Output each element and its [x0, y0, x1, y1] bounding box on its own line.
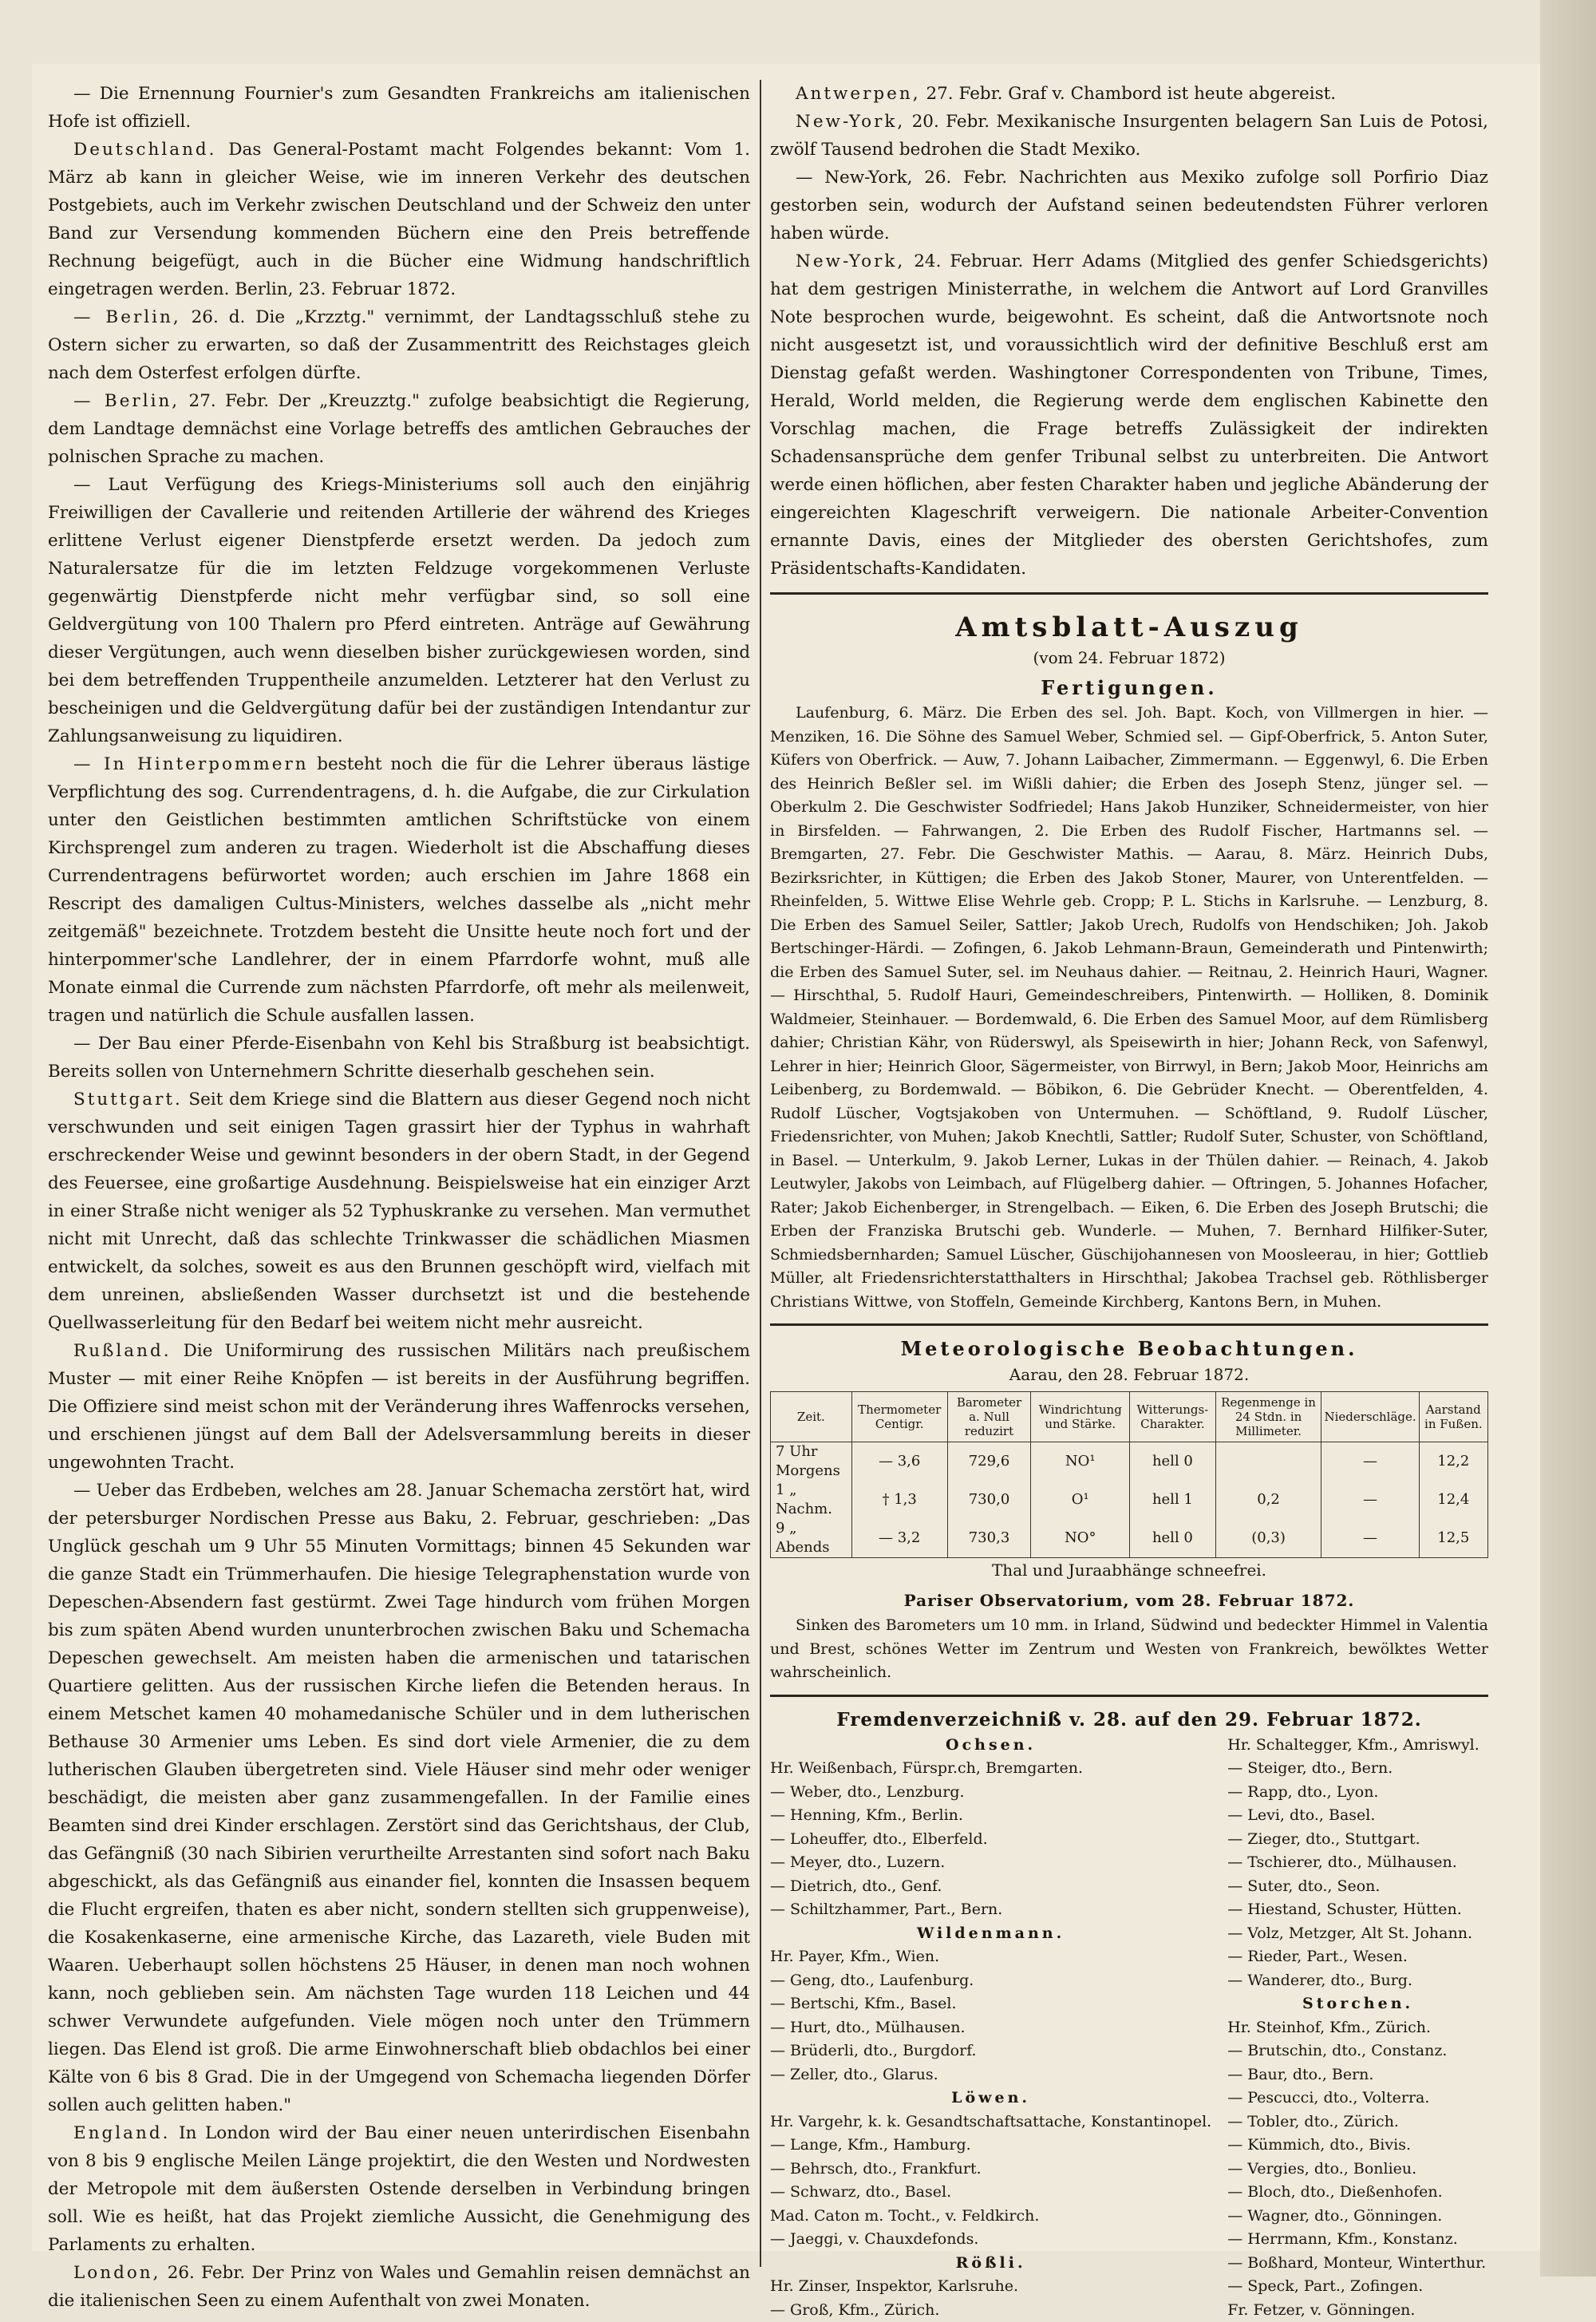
dateline: Antwerpen,	[796, 84, 921, 104]
guest-entry: — Wagner, dto., Gönningen.	[1227, 2205, 1488, 2229]
guest-list-left	[770, 1734, 1211, 2322]
dateline: England.	[73, 2123, 170, 2143]
article-text: Seit dem Kriege sind die Blattern aus dieser Gegend noch nicht verschwunden und seit einigen Tagen grassirt hier der Typhus in wahrhaft erschreckender Weise und gewinnt besonders in der obern Stadt, in der Gegend des Feuersee, eine großartige Ausdehnung. Beispielsweise hat ein einziger Arzt in einer Straße nicht weniger als 52 Typhuskranke zu versehen. Man vermuthet nicht mit Unrecht, daß das schlechte Trinkwasser die schädlichen Miasmen entwickelt, da solches, soweit es aus den Brunnen geschöpft wird, vielfach mit dem unreinen, absließenden Wasser durchsetzt ist und die bestehende Quellwasserleitung für den Bedarf bei weitem nicht mehr ausreicht.	[48, 1090, 750, 1333]
guest-entry: — Herrmann, Kfm., Konstanz.	[1227, 2228, 1488, 2252]
page-edge	[1540, 0, 1596, 2277]
meteo-cell: NO¹	[1031, 1442, 1130, 1481]
article-text: In London wird der Bau einer neuen unterirdischen Eisenbahn von 8 bis 9 englische Meilen Länge projektirt, die den Westen und Nordwesten der Metropole mit dem äußersten Ostende derselben in Verbindung bringen soll. Wie es heißt, hat das Projekt ziemliche Aussicht, die Genehmigung des Parlaments zu erhalten.	[48, 2123, 750, 2255]
meteo-cell: 729,6	[947, 1442, 1031, 1481]
guest-entry: Mad. Caton m. Tocht., v. Feldkirch.	[770, 2205, 1211, 2229]
section-rule	[770, 1323, 1488, 1326]
meteo-row	[771, 1519, 1488, 1558]
article-paragraph	[770, 164, 1488, 247]
guest-entry: — Hiestand, Schuster, Hütten.	[1227, 1898, 1488, 1922]
article-paragraph	[48, 750, 750, 1030]
hotel-name: Rößli.	[770, 2252, 1211, 2276]
guest-entry: — Rapp, dto., Lyon.	[1227, 1781, 1488, 1805]
article-text: 24. Februar. Herr Adams (Mitglied des genfer Schiedsgerichts) hat dem gestrigen Ministerrathe, in welchem die Antwort auf Lord Granvilles Note besprochen wurde, beigewohnt. Es scheint, daß die Antwortsnote noch nicht ausgesetzt ist, und voraussichtlich wird der definitive Beschluß erst am Dienstag gefaßt werden. Washingtoner Correspondenten von Tribune, Times, Herald, World melden, die Regierung werde dem englischen Kabinette den Vorschlag machen, die Frage betreffs Zulässigkeit der indirekten Schadensansprüche dem genfer Tribunal selbst zu unterbreiten. Die Antwort werde einen höflichen, aber festen Charakter haben und jegliche Abänderung der eingereichten Klageschrift verweigern. Die nationale Arbeiter-Convention ernannte Davis, eines der Mitglieder des obersten Gerichtshofes, zum Präsidentschafts-Kandidaten.	[770, 251, 1488, 579]
meteo-cell: 12,4	[1419, 1481, 1487, 1519]
guest-entry: Fr. Fetzer, v. Gönningen.	[1227, 2299, 1488, 2322]
hotel-name: Storchen.	[1227, 1992, 1488, 2016]
article-paragraph	[770, 247, 1488, 583]
guest-entry: — Schwarz, dto., Basel.	[770, 2181, 1211, 2205]
meteo-cell: 12,2	[1419, 1442, 1487, 1481]
meteo-cell: 730,3	[947, 1519, 1031, 1558]
guest-entry: Hr. Zinser, Inspektor, Karlsruhe.	[770, 2275, 1211, 2299]
section-rule	[770, 1695, 1488, 1697]
article-text: 26. d. Die „Krzztg." vernimmt, der Landtagsschluß stehe zu Ostern sicher zu erwarten, so daß der Zusammentritt des Reichstages gleich nach dem Osterfest erfolgen dürfte.	[48, 307, 750, 383]
guest-entry: Hr. Schaltegger, Kfm., Amriswyl.	[1227, 1734, 1488, 1758]
meteo-cell: † 1,3	[851, 1481, 947, 1519]
guest-entry: — Volz, Metzger, Alt St. Johann.	[1227, 1922, 1488, 1946]
meteo-cell: —	[1321, 1519, 1419, 1558]
observatory-heading: Pariser Observatorium, vom 28. Februar 1872.	[770, 1587, 1488, 1614]
meteo-title: Meteorologische Beobachtungen.	[770, 1335, 1488, 1363]
article-paragraph	[48, 303, 750, 387]
guest-entry: — Wanderer, dto., Burg.	[1227, 1969, 1488, 1993]
article-paragraph	[48, 1477, 750, 2119]
guest-entry: — Tobler, dto., Zürich.	[1227, 2110, 1488, 2134]
meteo-cell: 730,0	[947, 1481, 1031, 1519]
guest-entry: Hr. Weißenbach, Fürspr.ch, Bremgarten.	[770, 1757, 1211, 1781]
hotel-name: Wildenmann.	[770, 1922, 1211, 1946]
fertigungen-heading: Fertigungen.	[770, 674, 1488, 702]
guest-entry: — Speck, Part., Zofingen.	[1227, 2275, 1488, 2299]
dateline: London,	[73, 2263, 160, 2283]
dateline: Stuttgart.	[73, 1090, 183, 1110]
meteo-subtitle: Aarau, den 28. Februar 1872.	[770, 1363, 1488, 1386]
article-text: Die Uniformirung des russischen Militärs nach preußischem Muster — mit einer Reihe Knöpfen — ist bereits in der Ausführung begriffen. Die Offiziere sind meist schon mit der Veränderung ihres Waffenrocks versehen, und erschienen jüngst auf dem Ball der Adelsversammlung bereits in dieser ungewohnten Tracht.	[48, 1341, 750, 1473]
meteo-cell: 1 „ Nachm.	[771, 1481, 852, 1519]
right-column	[770, 80, 1488, 2259]
meteo-cell: hell 0	[1130, 1442, 1216, 1481]
amtsblatt-title: Amtsblatt-Auszug	[770, 609, 1488, 646]
guest-entry: — Geng, dto., Laufenburg.	[770, 1969, 1211, 1993]
dateline: New-York,	[796, 112, 905, 132]
meteo-row	[771, 1442, 1488, 1481]
meteo-note: Thal und Juraabhänge schneefrei.	[770, 1558, 1488, 1582]
meteo-cell: 7 Uhr Morgens	[771, 1442, 852, 1481]
meteo-cell	[1215, 1442, 1321, 1481]
meteo-cell: 12,5	[1419, 1519, 1487, 1558]
hotel-name: Ochsen.	[770, 1734, 1211, 1758]
news-block	[770, 80, 1488, 583]
meteo-header-cell: Aarstand in Fußen.	[1419, 1392, 1487, 1442]
guest-entry: — Brutschin, dto., Constanz.	[1227, 2039, 1488, 2063]
guest-entry: — Zieger, dto., Stuttgart.	[1227, 1828, 1488, 1852]
meteo-row	[771, 1481, 1488, 1519]
article-paragraph	[48, 1030, 750, 1086]
fremden-title: Fremdenverzeichniß v. 28. auf den 29. Februar 1872.	[770, 1707, 1488, 1734]
meteo-table	[770, 1391, 1488, 1558]
dateline: — In Hinterpommern	[73, 754, 309, 774]
guest-entry: — Meyer, dto., Luzern.	[770, 1851, 1211, 1875]
meteo-header-cell: Barometer a. Null reduzirt	[947, 1392, 1031, 1442]
guest-entry: — Vergies, dto., Bonlieu.	[1227, 2158, 1488, 2182]
meteo-header-cell: Niederschläge.	[1321, 1392, 1419, 1442]
article-paragraph	[48, 471, 750, 750]
meteo-header-cell: Windrichtung und Stärke.	[1031, 1392, 1130, 1442]
guest-entry: — Bertschi, Kfm., Basel.	[770, 1992, 1211, 2016]
hotel-name: Löwen.	[770, 2087, 1211, 2110]
guest-entry: — Dietrich, dto., Genf.	[770, 1875, 1211, 1899]
dateline: Deutschland.	[73, 140, 217, 160]
meteo-cell: — 3,6	[851, 1442, 947, 1481]
guest-entry: — Boßhard, Monteur, Winterthur.	[1227, 2252, 1488, 2276]
meteo-cell: 0,2	[1215, 1481, 1321, 1519]
guest-entry: Hr. Payer, Kfm., Wien.	[770, 1945, 1211, 1969]
meteo-cell: — 3,2	[851, 1519, 947, 1558]
meteo-cell: (0,3)	[1215, 1519, 1321, 1558]
article-paragraph	[48, 136, 750, 303]
guest-entry: Hr. Vargehr, k. k. Gesandtschaftsattache, Konstantinopel.	[770, 2110, 1211, 2134]
meteo-header-cell: Regenmenge in 24 Stdn. in Millimeter.	[1215, 1392, 1321, 1442]
guest-entry: — Zeller, dto., Glarus.	[770, 2063, 1211, 2087]
left-column	[48, 80, 750, 2259]
guest-entry: — Baur, dto., Bern.	[1227, 2063, 1488, 2087]
article-paragraph	[48, 1086, 750, 1337]
article-text: 20. Febr. Mexikanische Insurgenten belagern San Luis de Potosi, zwölf Tausend bedrohen die Stadt Mexiko.	[770, 112, 1488, 160]
guest-entry: — Tschierer, dto., Mülhausen.	[1227, 1851, 1488, 1875]
guest-entry: — Pescucci, dto., Volterra.	[1227, 2087, 1488, 2110]
guest-entry: Hr. Steinhof, Kfm., Zürich.	[1227, 2016, 1488, 2040]
article-text: 27. Febr. Der „Kreuzztg." zufolge beabsichtigt die Regierung, dem Landtage demnächst eine Vorlage betreffs des amtlichen Gebrauches der polnischen Sprache zu machen.	[48, 391, 750, 467]
fertigungen-text: Laufenburg, 6. März. Die Erben des sel. Joh. Bapt. Koch, von Villmergen in hier. — Menziken, 16. Die Söhne des Samuel Weber, Schmied sel. — Gipf-Oberfrick, 5. Anton Suter, Küfers von Oberfrick. — Auw, 7. Johann Laibacher, Zimmermann. — Eggenwyl, 6. Die Erben des Heinrich Beßler sel. im Wißli dahier; die Erben des Joseph Stenz, jünger sel. — Oberkulm 2. Die Geschwister Sodfriedel; Hans Jakob Hunziker, Schneidermeister, von hier in Birsfelden. — Fahrwangen, 2. Die Erben des Rudolf Fischer, Hartmanns sel. — Bremgarten, 27. Febr. Die Geschwister Mathis. — Aarau, 8. März. Heinrich Dubs, Bezirksrichter, in Küttigen; die Erben des Jakob Stoner, Maurer, von Unterentfelden. — Rheinfelden, 5. Wittwe Elise Wehrle geb. Cropp; P. L. Stichs in Karlsruhe. — Lenzburg, 8. Die Erben des Samuel Seiler, Sattler; Jakob Urech, Rudolfs von Hendschiken; Joh. Jakob Bertschinger-Härdi. — Zofingen, 6. Jakob Lehmann-Braun, Gemeinderath und Pintenwirth; die Erben des Samuel Suter, sel. im Neuhaus dahier. — Reitnau, 2. Heinrich Hauri, Wagner. — Hirschthal, 5. Rudolf Hauri, Gemeindeschreibers, Pintenwirth. — Holliken, 8. Dominik Waldmeier, Steinhauer. — Bordemwald, 6. Die Erben des Samuel Moor, auf dem Rümlisberg dahier; Christian Kähr, von Rüderswyl, als Speisewirth in hier; Johann Reck, von Safenwyl, Lehrer in hier; Heinrich Gloor, Sägermeister, von Birrwyl, in Bern; Jakob Moor, Heinrichs am Leibenberg, zu Bordemwald. — Böbikon, 6. Die Gebrüder Knecht. — Oberentfelden, 4. Rudolf Lüscher, Vogtsjakoben von Untermuhen. — Schöftland, 9. Rudolf Lüscher, Friedensrichter, von Muhen; Jakob Knechtli, Sattler; Rudolf Suter, Schuster, von Schöftland, in Basel. — Unterkulm, 9. Jakob Lerner, Lukas in der Thülen dahier. — Reinach, 4. Jakob Leutwyler, Jakobs von Leimbach, auf Flügelberg dahier. — Oftringen, 5. Johannes Hofacher, Rater; Jakob Eichenberger, in Strengelbach. — Eiken, 6. Die Erben des Joseph Brutschi; die Erben der Franziska Brutschi geb. Wunderle. — Muhen, 7. Bernhard Hilfiker-Suter, Schmiedsbernharden; Samuel Lüscher, Güschijohannesen von Moosleerau, in hier; Gottlieb Müller, alt Friedensrichterstatthalters in Hirschthal; Jakobea Trachsel geb. Röthlisberger Christians Wittwe, von Stoffeln, Gemeinde Kirchberg, Kantons Bern, in Muhen.	[770, 702, 1488, 1314]
meteo-cell: hell 0	[1130, 1519, 1216, 1558]
guest-entry: — Kümmich, dto., Bivis.	[1227, 2134, 1488, 2158]
guest-lists	[770, 1734, 1488, 2322]
guest-entry: — Brüderli, dto., Burgdorf.	[770, 2039, 1211, 2063]
meteo-header-cell: Witterungs-Charakter.	[1130, 1392, 1216, 1442]
article-paragraph	[48, 2119, 750, 2259]
meteo-cell: —	[1321, 1481, 1419, 1519]
article-paragraph	[48, 387, 750, 471]
amtsblatt-date: (vom 24. Februar 1872)	[770, 646, 1488, 670]
meteo-cell: —	[1321, 1442, 1419, 1481]
article-paragraph	[48, 2259, 750, 2315]
meteo-cell: 9 „ Abends	[771, 1519, 852, 1558]
article-paragraph	[770, 80, 1488, 108]
article-text: — New-York, 26. Febr. Nachrichten aus Mexiko zufolge soll Porfirio Diaz gestorben sein, wodurch der Aufstand seinen bedeutendsten Führer verloren haben würde.	[770, 168, 1488, 243]
meteo-cell: O¹	[1031, 1481, 1130, 1519]
guest-entry: — Schiltzhammer, Part., Bern.	[770, 1898, 1211, 1922]
article-text: — Der Bau einer Pferde-Eisenbahn von Kehl bis Straßburg ist beabsichtigt. Bereits sollen von Unternehmern Schritte dieserhalb geschehen sein.	[48, 1034, 750, 1082]
guest-entry: — Weber, dto., Lenzburg.	[770, 1781, 1211, 1805]
column-divider	[760, 80, 761, 2267]
article-text: — Laut Verfügung des Kriegs-Ministeriums soll auch den einjährig Freiwilligen der Cavallerie und reitenden Artillerie der während des Krieges erlittene Verlust eigener Dienstpferde ersetzt werden. Da jedoch zum Naturalersatze für die im letzten Feldzuge vorgekommenen Verluste gegenwärtig Dienstpferde nicht mehr verfügbar sind, so soll eine Geldvergütung von 100 Thalern pro Pferd eintreten. Anträge auf Gewährung dieser Vergütungen, auch wenn dieselben bisher zurückgewiesen worden, sind bei dem betreffenden Truppentheile anzumelden. Letzterer hat den Verlust zu bescheinigen und die Geldvergütung dafür bei der zuständigen Intendantur zur Zahlungsanweisung zu liquidiren.	[48, 475, 750, 746]
article-text: besteht noch die für die Lehrer überaus lästige Verpflichtung des sog. Currendentragens, d. h. die Aufgabe, die zur Cirkulation unter den Geistlichen bestimmten amtlichen Schriftstücke von einem Kirchsprengel zum anderen zu tragen. Wiederholt ist die Abschaffung dieses Currendentragens befürwortet worden; auch erschien im Jahre 1868 ein Rescript des damaligen Cultus-Ministers, welches dasselbe als „nicht mehr zeitgemäß" bezeichnete. Trotzdem besteht die Unsitte heute noch fort und der hinterpommer'sche Landlehrer, der in einem Pfarrdorfe wohnt, muß alle Monate einmal die Currende zum nächsten Pfarrdorfe, oft mehr als meilenweit, tragen und natürlich die Schule ausfallen lassen.	[48, 754, 750, 1026]
guest-entry: — Steiger, dto., Bern.	[1227, 1757, 1488, 1781]
article-paragraph	[770, 108, 1488, 164]
guest-entry: — Henning, Kfm., Berlin.	[770, 1804, 1211, 1828]
meteo-header-cell: Zeit.	[771, 1392, 852, 1442]
guest-entry: — Levi, dto., Basel.	[1227, 1804, 1488, 1828]
dateline: — Berlin,	[73, 307, 181, 327]
guest-entry: — Groß, Kfm., Zürich.	[770, 2299, 1211, 2322]
article-paragraph	[48, 1337, 750, 1477]
dateline: Rußland.	[73, 1341, 172, 1361]
section-rule	[770, 592, 1488, 595]
guest-entry: — Jaeggi, v. Chauxdefonds.	[770, 2228, 1211, 2252]
meteo-header-cell: Thermometer Centigr.	[851, 1392, 947, 1442]
article-text: 27. Febr. Graf v. Chambord ist heute abgereist.	[926, 84, 1336, 104]
guest-entry: — Loheuffer, dto., Elberfeld.	[770, 1828, 1211, 1852]
article-text: Das General-Postamt macht Folgendes bekannt: Vom 1. März ab kann in gleicher Weise, wie im inneren Verkehr des deutschen Postgebiets, auch im Verkehr zwischen Deutschland und der Schweiz den unter Band zur Versendung kommenden Büchern eine den Preis betreffende Rechnung beigefügt, auch in die Bücher eine Widmung handschriftlich eingetragen werden. Berlin, 23. Februar 1872.	[48, 140, 750, 299]
guest-entry: — Hurt, dto., Mülhausen.	[770, 2016, 1211, 2040]
guest-entry: — Rieder, Part., Wesen.	[1227, 1945, 1488, 1969]
meteo-cell: NO°	[1031, 1519, 1130, 1558]
forecast-text: Sinken des Barometers um 10 mm. in Irland, Südwind und bedeckter Himmel in Valentia und Brest, schönes Wetter im Zentrum und Westen von Frankreich, bewölktes Wetter wahrscheinlich.	[770, 1614, 1488, 1685]
article-text: — Die Ernennung Fournier's zum Gesandten Frankreichs am italienischen Hofe ist offiziell.	[48, 84, 750, 132]
article-text: — Ueber das Erdbeben, welches am 28. Januar Schemacha zerstört hat, wird der petersburger Nordischen Presse aus Baku, 2. Februar, geschrieben: „Das Unglück geschah um 9 Uhr 55 Minuten Vormittags; binnen 45 Sekunden war die ganze Stadt ein Trümmerhaufen. Die hiesige Telegraphenstation wurde von Depeschen-Absendern fast gestürmt. Zwei Tage hindurch vom frühen Morgen bis zum späten Abend wurden ununterbrochen zwischen Baku und Schemacha Depeschen gewechselt. Am meisten haben die armenischen und tatarischen Quartiere gelitten. Aus der russischen Kirche liefen die Betenden heraus. In einem Metschet kamen 40 mohamedanische Schüler und in dem lutherischen Bethause 30 Armenier ums Leben. Es sind dort viele Armenier, die zu dem lutherischen Glauben übergetreten sind. Viele Häuser sind mehr oder weniger beschädigt, die meisten aber ganz zusammengefallen. In der Familie eines Beamten sind drei Kinder erschlagen. Zerstört sind das Gerichtshaus, der Club, das Gefängniß (30 nach Sibirien verurtheilte Arrestanten sind sofort nach Baku abgeschickt, als das Gefängniß aus einander fiel, konnten die Insassen bequem die Flucht ergreifen, thaten es aber nicht, sondern stellten sich gruppenweise), die Kosakenkaserne, eine armenische Kirche, das Lazareth, viele Buden mit Waaren. Ueberhaupt sollen höchstens 25 Häuser, in denen man noch wohnen kann, noch geblieben sein. Am nächsten Tage wurden 118 Leichen und 44 schwer Verwundete aufgefunden. Viele mögen noch unter den Trümmern liegen. Das Elend ist groß. Die arme Einwohnerschaft blieb obdachlos bei einer Kälte von 6 bis 8 Grad. Die in der Umgegend von Schemacha liegenden Dörfer sollen auch gelitten haben."	[48, 1481, 750, 2115]
guest-entry: — Suter, dto., Seon.	[1227, 1875, 1488, 1899]
meteo-cell: hell 1	[1130, 1481, 1216, 1519]
guest-entry: — Behrsch, dto., Frankfurt.	[770, 2158, 1211, 2182]
guest-entry: — Lange, Kfm., Hamburg.	[770, 2134, 1211, 2158]
dateline: New-York,	[796, 251, 905, 271]
article-paragraph	[48, 80, 750, 136]
guest-entry: — Bloch, dto., Dießenhofen.	[1227, 2181, 1488, 2205]
article-text: 26. Febr. Der Prinz von Wales und Gemahlin reisen demnächst an die italienischen Seen zu einem Aufenthalt von zwei Monaten.	[48, 2263, 750, 2311]
guest-list-right	[1227, 1734, 1488, 2322]
dateline: — Berlin,	[73, 391, 180, 411]
